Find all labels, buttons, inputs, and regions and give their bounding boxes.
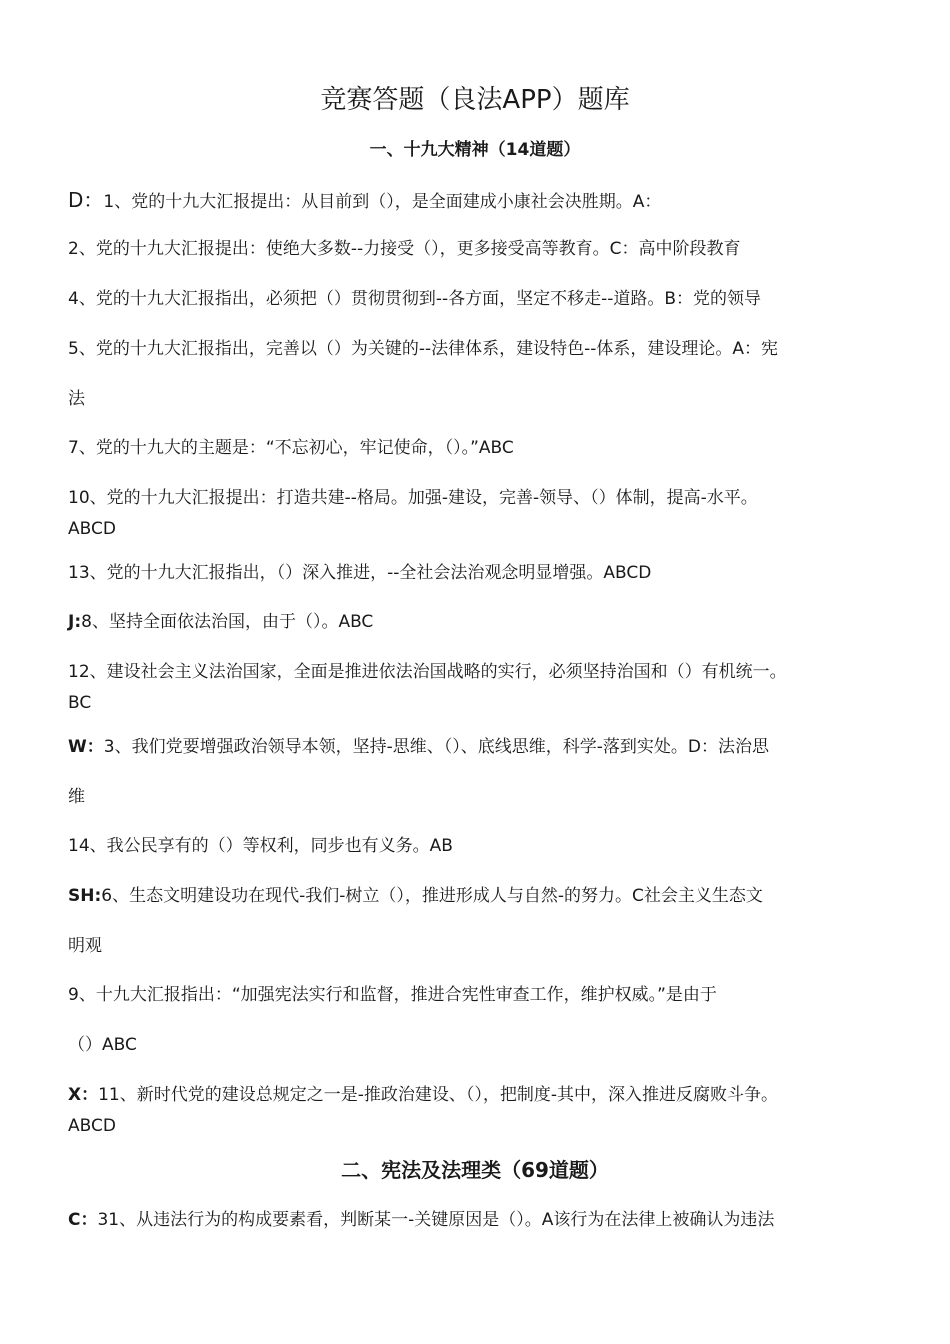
question-text-continued: 法 [68,389,85,409]
question-text: 3、我们党要增强政治领导本领，坚持-思维、（）、底线思维，科学-落到实处。D：法治思 [103,737,769,757]
question-text-continued: 明观 [68,936,102,956]
question-item [68,977,903,1063]
section-heading-2: 二、宪法及法理类（69道题） [341,1158,609,1182]
question-text: 14、我公民享有的（）等权利，同步也有义务。AB [68,836,453,856]
question-text: 1、党的十九大汇报提出：从目前到（），是全面建成小康社会决胜期。A： [103,192,662,212]
question-item [68,654,903,716]
question-item [68,878,903,964]
question-prefix: D： [68,188,104,212]
question-text-continued: （）ABC [68,1035,137,1055]
question-text: 2、党的十九大汇报提出：使绝大多数--力接受（），更多接受高等教育。C：高中阶段教育 [68,239,741,259]
question-text-continued: BC [68,693,92,713]
question-item [68,331,903,417]
question-text: 13、党的十九大汇报指出，（）深入推进，--全社会法治观念明显增强。ABCD [68,563,652,583]
question-text: 7、党的十九大的主题是：“不忘初心，牢记使命，（）。”ABC [68,438,514,458]
section-heading-1: 一、十九大精神（14道题） [369,140,581,160]
question-text-continued: ABCD [68,1116,116,1136]
question-text: 11、新时代党的建设总规定之一是-推政治建设、（），把制度-其中，深入推进反腐败斗争。 [98,1085,779,1105]
question-text: 8、坚持全面依法治国，由于（）。ABC [81,612,374,632]
question-prefix: J: [68,612,82,632]
question-item [68,231,903,267]
question-prefix: SH: [68,886,102,906]
question-prefix: C： [68,1210,98,1230]
question-text: 12、建设社会主义法治国家，全面是推进依法治国战略的实行，必须坚持治国和（）有机统一。 [68,662,787,682]
question-item [68,1077,903,1139]
question-item [68,182,903,218]
question-item [68,828,903,864]
question-item [68,430,903,466]
question-text: 9、十九大汇报指出：“加强宪法实行和监督，推进合宪性审查工作，维护权威。”是由于 [68,985,717,1005]
question-prefix: X： [68,1085,99,1105]
question-text: 31、从违法行为的构成要素看，判断某一-关键原因是（）。A该行为在法律上被确认为违法 [97,1210,775,1230]
question-text: 5、党的十九大汇报指出，完善以（）为关键的--法律体系，建设特色--体系，建设理论。A：宪 [68,339,778,359]
question-text-continued: 维 [68,787,85,807]
question-text: 6、生态文明建设功在现代-我们-树立（），推进形成人与自然-的努力。C社会主义生态文 [101,886,763,906]
question-item [68,729,903,815]
question-item [68,281,903,317]
question-item [68,480,903,542]
question-item [68,604,903,640]
question-prefix: W： [68,737,104,757]
document-title: 竞赛答题（良法APP）题库 [320,85,630,115]
question-text-continued: ABCD [68,519,116,539]
question-text: 4、党的十九大汇报指出，必须把（）贯彻贯彻到--各方面，坚定不移走--道路。B：党的领导 [68,289,762,309]
question-text: 10、党的十九大汇报提出：打造共建--格局。加强-建设，完善-领导、（）体制，提高-水平。 [68,488,758,508]
question-item [68,555,903,591]
question-item [68,1202,903,1238]
